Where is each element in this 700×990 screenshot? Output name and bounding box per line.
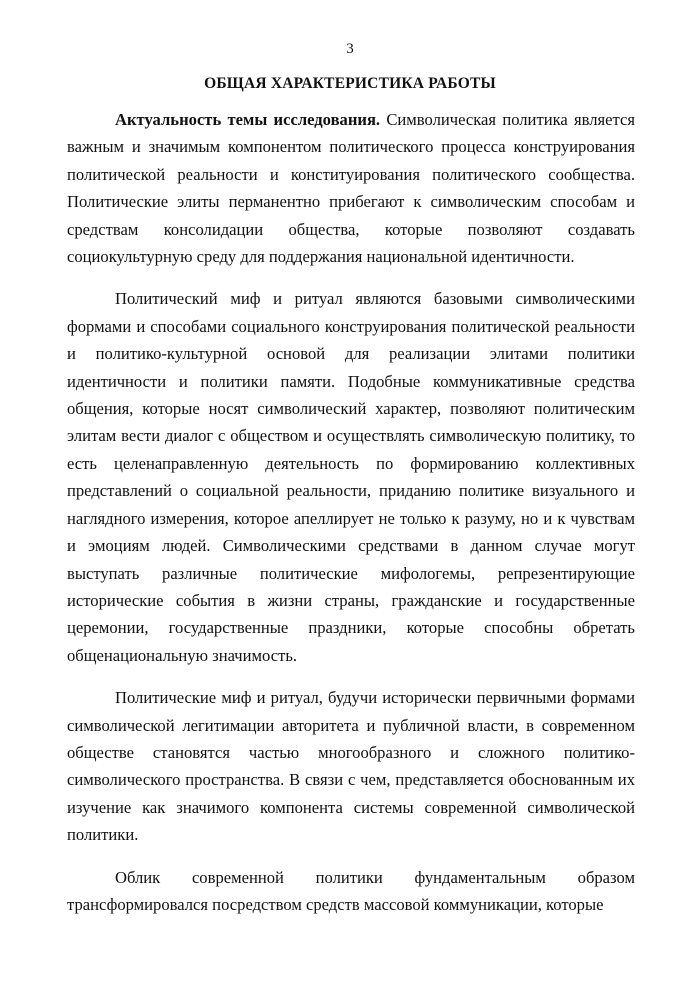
page-number: 3 bbox=[346, 41, 354, 57]
paragraph-legitimation: Политические миф и ритуал, будучи исторически первичными формами символической легитимации авторитета и публичной власти, в современном обществе становятся частью многообразного и сложного политико-символического пространства. В связи с чем, представляется обоснованным их изучение как значимого компонента системы современной символической политики. bbox=[67, 688, 635, 845]
paragraph-relevance bbox=[67, 106, 635, 270]
paragraph-modern-politics: Облик современной политики фундаментальным образом трансформировался посредством средств массовой коммуникации, которые bbox=[67, 867, 635, 914]
paragraph-myth-ritual: Политический миф и ритуал являются базовыми символическими формами и способами социального конструирования политической реальности и политико-культурной основой для реализации элитами политики идентичности и политики памяти. Подобные коммуникативные средства общения, которые носят символический характер, позволяют политическим элитам вести диалог с обществом и осуществлять символическую политику, то есть целенаправленную деятельность по формированию коллективных представлений о социальной реальности, приданию политике визуального и наглядного измерения, которое апеллирует не только к разуму, но и к чувствам и эмоциям людей. Символическими средствами в данном случае могут выступать различные политические мифологемы, репрезентирующие исторические события в жизни страны, гражданские и государственные церемонии, государственные праздники, которые способны обретать общенациональную значимость. bbox=[67, 289, 635, 665]
body-text bbox=[67, 106, 635, 918]
paragraph-lead: Актуальность темы исследования. bbox=[115, 110, 381, 129]
section-heading: ОБЩАЯ ХАРАКТЕРИСТИКА РАБОТЫ bbox=[204, 75, 496, 92]
paragraph-text: Символическая политика является важным и значимым компонентом политического процесса конструирования политической реальности и конституирования политического сообщества. Политические элиты перманентно прибегают к символическим способам и средствам консолидации общества, которые позволяют создавать социокультурную среду для поддержания национальной идентичности. bbox=[67, 110, 635, 267]
